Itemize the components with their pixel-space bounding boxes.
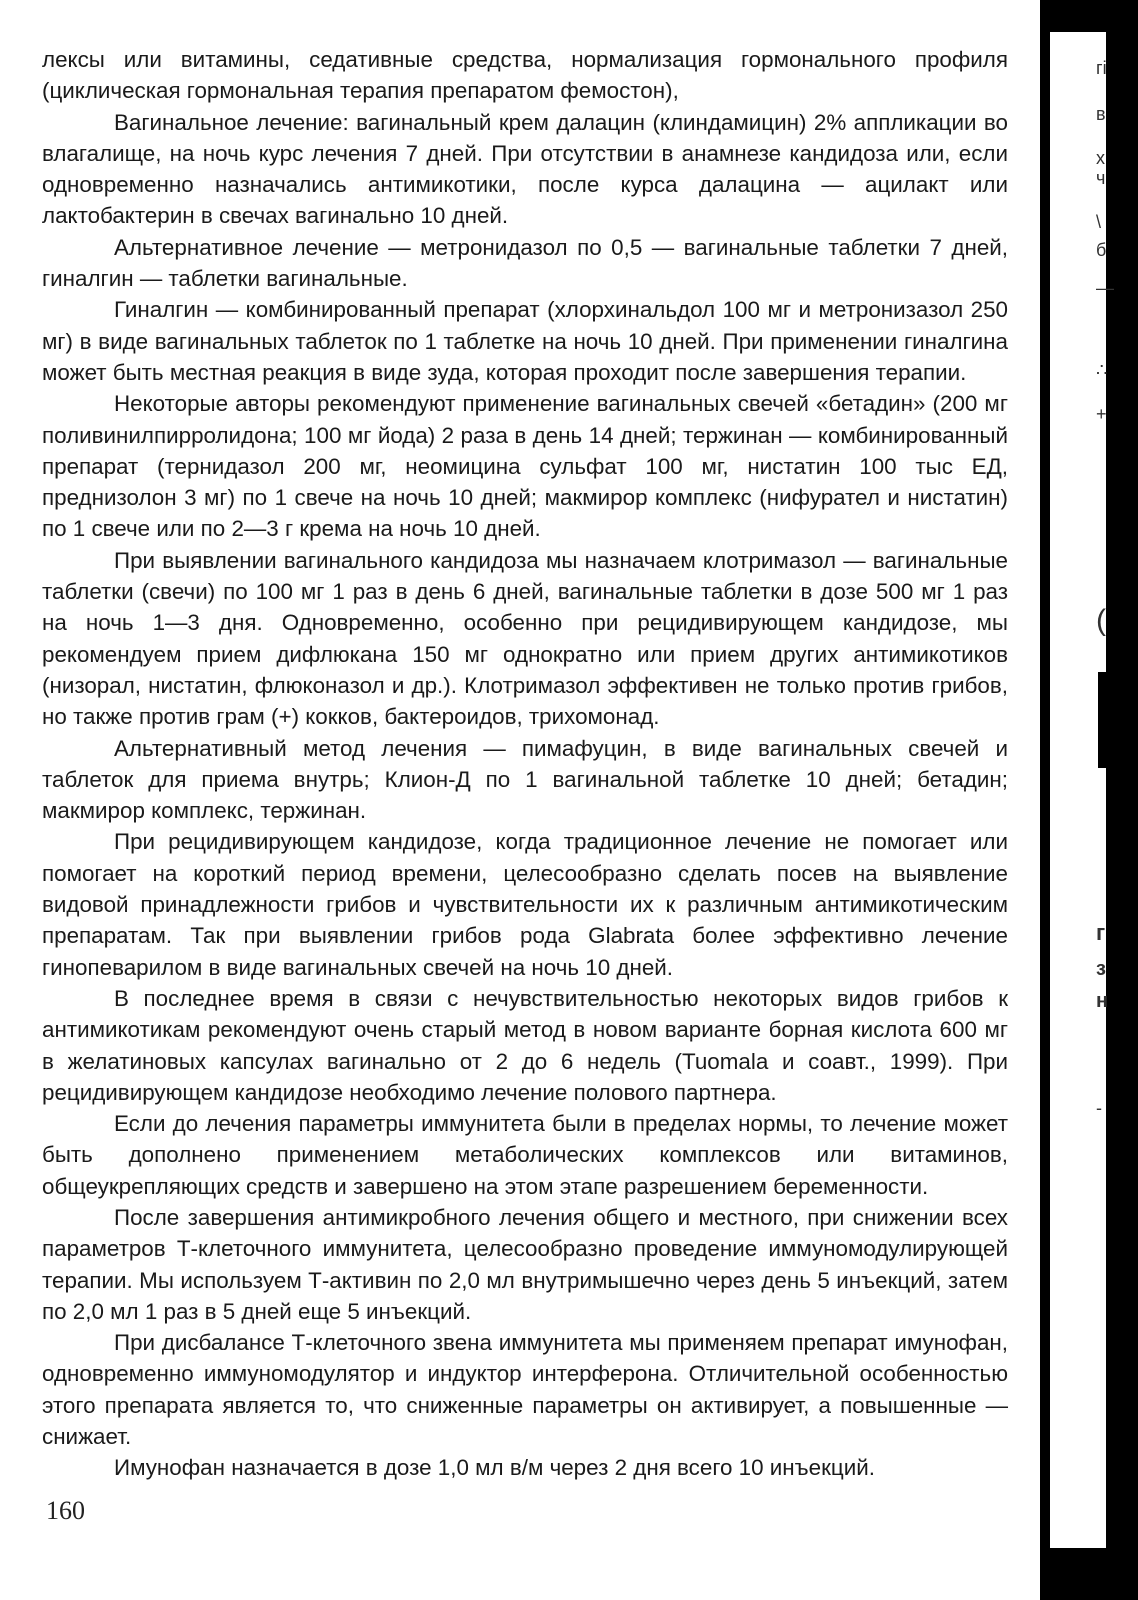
scan-edge-bottom <box>1040 1548 1138 1600</box>
edge-glyph: ( <box>1096 604 1106 637</box>
edge-glyph: х <box>1096 148 1105 168</box>
paragraph: При рецидивирующем кандидозе, когда традиционное лечение не помогает или помогает на короткий период времени, целесообразно сделать посев на выявление видовой принадлежности грибов и чувствительности их к различным антимикотическим препаратам. Так при выявлении грибов рода Glabrata более эффективно лечение гинопеварилом в виде вагинальных свечей на ночь 10 дней. <box>42 829 1008 980</box>
edge-glyph: гі <box>1096 58 1107 78</box>
edge-glyph: - <box>1096 1098 1102 1118</box>
paragraph: лексы или витамины, седативные средства, нормализация гормонального профиля (циклическая гормональная терапия препаратом фемостон), <box>42 47 1008 104</box>
paragraph: При дисбалансе Т-клеточного звена иммунитета мы применяем препарат имунофан, одновременно иммуномодулятор и индуктор интерферона. Отличительной особенностью этого препарата является то, что сниженные параметры он активирует, а повышенные — снижает. <box>42 1330 1008 1450</box>
paragraph: Гиналгин — комбинированный препарат (хлорхинальдол 100 мг и метронизазол 250 мг) в виде вагинальных таблеток по 1 таблетке на ночь 10 дней. При применении гиналгина может быть местная реакция в виде зуда, которая проходит после завершения терапии. <box>42 297 1008 385</box>
paragraph: В последнее время в связи с нечувствительностью некоторых видов грибов к антимикотикам рекомендуют очень старый метод в новом варианте борная кислота 600 мг в желатиновых капсулах вагинально от 2 до 6 недель (Tuomala и соавт., 1999). При рецидивирующем кандидозе необходимо лечение полового партнера. <box>42 985 1008 1105</box>
page-body <box>42 44 1008 1484</box>
edge-glyph: \ <box>1096 212 1102 232</box>
paragraph: Альтернативное лечение — метронидазол по 0,5 — вагинальные таблетки 7 дней, гиналгин — таблетки вагинальные. <box>42 234 1008 292</box>
paragraph: Если до лечения параметры иммунитета были в пределах нормы, то лечение может быть дополнено применением метаболических комплексов или витаминов, общеукрепляющих средств и завершено на этом этапе разрешением беременности. <box>42 1111 1008 1199</box>
edge-glyph: з <box>1096 958 1106 980</box>
page-number: 160 <box>46 1496 85 1525</box>
scan-edge-mark <box>1098 672 1106 768</box>
edge-glyph: ∴ <box>1096 360 1108 380</box>
scan-edge-bar <box>1106 0 1138 1600</box>
edge-glyph: б <box>1096 240 1107 260</box>
edge-glyph: в <box>1096 104 1106 124</box>
scan-edge <box>1040 0 1138 1600</box>
paragraph: Имунофан назначается в дозе 1,0 мл в/м через 2 дня всего 10 инъекций. <box>114 1455 875 1481</box>
edge-glyph: + <box>1096 404 1107 424</box>
edge-glyph: г <box>1096 920 1106 945</box>
paragraph: После завершения антимикробного лечения общего и местного, при снижении всех параметров Т-клеточного иммунитета, целесообразно проведение иммуномодулирующей терапии. Мы используем Т-активин по 2,0 мл внутримышечно через день 5 инъекций, затем по 2,0 мл 1 раз в 5 дней еще 5 инъекций. <box>42 1204 1008 1324</box>
paragraph: Альтернативный метод лечения — пимафуцин, в виде вагинальных свечей и таблеток для приема внутрь; Клион-Д по 1 вагинальной таблетке 10 дней; бетадин; макмирор комплекс, тержинан. <box>42 735 1008 824</box>
paragraph: При выявлении вагинального кандидоза мы назначаем клотримазол — вагинальные таблетки (свечи) по 100 мг 1 раз в день 6 дней, вагинальные таблетки в дозе 500 мг 1 раз на ночь 1—3 дня. Одновременно, особенно при рецидивирующем кандидозе, мы рекомендуем прием дифлюкана 150 мг однократно или прием других антимикотиков (низорал, нистатин, флюконазол и др.). Клотримазол эффективен не только против грибов, но также против грам (+) кокков, бактероидов, трихомонад. <box>42 547 1008 730</box>
scan-edge-left-bar <box>1040 32 1050 1548</box>
edge-glyph: н <box>1096 990 1109 1012</box>
edge-glyph: ч <box>1096 168 1106 188</box>
paragraph: Некоторые авторы рекомендуют применение вагинальных свечей «бетадин» (200 мг поливинилпирролидона; 100 мг йода) 2 раза в день 14 дней; тержинан — комбинированный препарат (тернидазол 200 мг, неомицина сульфат 100 мг, нистатин 100 тыс ЕД, преднизолон 3 мг) по 1 свече на ночь 10 дней; макмирор комплекс (нифурател и нистатин) по 1 свече или по 2—3 г крема на ночь 10 дней. <box>42 391 1008 542</box>
edge-glyph: — <box>1096 278 1114 298</box>
paragraph: Вагинальное лечение: вагинальный крем далацин (клиндамицин) 2% аппликации во влагалище, на ночь курс лечения 7 дней. При отсутствии в анамнезе кандидоза или, если одновременно назначались антимикотики, после курса далацина — ацилакт или лактобактерин в свечах вагинально 10 дней. <box>42 109 1008 229</box>
